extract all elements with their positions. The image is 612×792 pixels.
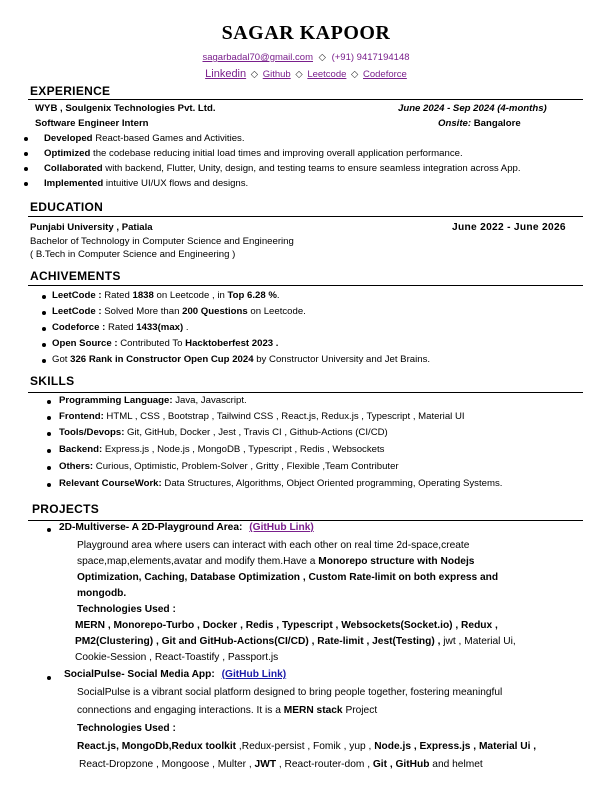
skill-item [59, 395, 247, 406]
degree-short: ( B.Tech in Computer Science and Engineering ) [30, 249, 236, 260]
bullet-icon [42, 343, 46, 347]
skill-label: Others: [59, 461, 94, 472]
bullet-verb: Developed [44, 133, 93, 144]
separator-icon: ◇ [295, 69, 303, 80]
tech-list-bold: Git , GitHub [372, 759, 430, 770]
project-desc: SocialPulse is a vibrant social platform designed to bring people together, fostering meaningful [77, 687, 503, 698]
achievement-item [52, 306, 306, 317]
bullet-text: the codebase reducing initial load times and improving overall application performance. [90, 148, 463, 159]
achievement-highlight: 326 Rank in Constructor Open Cup 2024 [70, 354, 254, 365]
bullet-icon [47, 432, 51, 436]
bullet-icon [47, 483, 51, 487]
project-title: SocialPulse- Social Media App: [64, 669, 215, 680]
project-desc: Playground area where users can interact with each other on real time 2d-space,create [77, 540, 470, 551]
project-desc: Optimization, Caching, Database Optimization , Custom Rate-limit on both express and [77, 572, 499, 583]
project-desc-highlight: MERN stack [283, 705, 343, 716]
bullet-text: React-based Games and Activities. [92, 133, 245, 144]
bullet-icon [42, 311, 46, 315]
school-name: Punjabi University , Patiala [30, 222, 153, 233]
separator-icon: ◇ [250, 69, 259, 80]
job-location [438, 118, 521, 129]
achievement-item [52, 290, 280, 301]
project-desc: mongodb. [77, 588, 127, 599]
achievement-label: Open Source : [52, 338, 118, 349]
bullet-icon [47, 449, 51, 453]
achievements-heading: ACHIVEMENTS [30, 269, 121, 283]
linkedin-link[interactable]: Linkedin [205, 68, 247, 80]
bullet-icon [24, 152, 28, 156]
achievement-text: . [276, 290, 280, 301]
skill-item [59, 461, 399, 472]
project-desc [77, 556, 474, 567]
experience-heading: EXPERIENCE [30, 84, 111, 98]
project-desc-text: Project [342, 705, 378, 716]
achievement-text: . [183, 322, 189, 333]
bullet-icon [47, 528, 51, 532]
section-divider [28, 99, 583, 100]
projects-heading: PROJECTS [32, 502, 100, 516]
skill-item [59, 411, 465, 422]
achievement-text: Rated [101, 290, 133, 301]
bullet-verb: Collaborated [44, 163, 103, 174]
onsite-value: Bangalore [473, 118, 521, 129]
achievement-text: on Leetcode , in [153, 290, 228, 301]
project-title-line [59, 522, 314, 533]
skill-value: Data Structures, Algorithms, Object Oriented programming, Operating Systems. [161, 478, 503, 489]
tech-list: MERN , Monorepo-Turbo , Docker , Redis , Typescript , Websockets(Socket.io) , Redux , [75, 620, 498, 631]
skill-label: Programming Language: [59, 395, 173, 406]
bullet-icon [47, 416, 51, 420]
bullet-icon [42, 327, 46, 331]
achievement-label: LeetCode : [52, 290, 102, 301]
section-divider [28, 520, 583, 521]
tech-label: Technologies Used : [77, 723, 176, 734]
education-dates: June 2022 - June 2026 [452, 222, 566, 233]
tech-list [79, 759, 483, 770]
bullet-icon [42, 359, 46, 363]
onsite-label: Onsite: [438, 118, 472, 129]
project-desc [77, 705, 377, 716]
tech-list-bold: Node.js , Express.js , Material Ui , [374, 741, 537, 752]
achievement-item [52, 354, 430, 365]
section-divider [28, 216, 583, 217]
bullet-verb: Optimized [44, 148, 91, 159]
bullet-text: intuitive UI/UX flows and designs. [103, 178, 249, 189]
email-link[interactable]: sagarbadal70@gmail.com [202, 52, 313, 63]
degree-name: Bachelor of Technology in Computer Science and Engineering [30, 236, 294, 247]
tech-list-text: jwt , Material Ui, [440, 636, 516, 647]
bullet-icon [24, 182, 28, 186]
achievement-highlight: Top 6.28 % [227, 290, 277, 301]
skill-value: Git, GitHub, Docker , Jest , Travis CI , Github-Actions (CI/CD) [124, 427, 388, 438]
skill-value: Java, Javascript. [172, 395, 247, 406]
tech-list-text: ,Redux-persist , Fomik , yup , [236, 741, 375, 752]
achievement-item [52, 338, 278, 349]
skill-label: Relevant CourseWork: [59, 478, 162, 489]
education-heading: EDUCATION [30, 200, 104, 214]
profile-links [0, 68, 612, 80]
skill-item [59, 427, 388, 438]
achievement-label: Codeforce : [52, 322, 106, 333]
bullet-icon [42, 295, 46, 299]
skill-item [59, 444, 384, 455]
achievement-highlight: Hacktoberfest 2023 . [185, 338, 279, 349]
skill-item [59, 478, 502, 489]
phone-number: (+91) 9417194148 [331, 52, 410, 63]
tech-list [77, 741, 536, 752]
achievement-text: Solved More than [101, 306, 183, 317]
achievement-label: LeetCode : [52, 306, 102, 317]
project-desc-highlight: Monorepo structure with Nodejs [318, 556, 475, 567]
bullet-icon [24, 137, 28, 141]
company-name: WYB , Soulgenix Technologies Pvt. Ltd. [35, 103, 216, 114]
experience-dates: June 2024 - Sep 2024 (4-months) [398, 103, 547, 114]
tech-list [75, 636, 516, 647]
job-role: Software Engineer Intern [35, 118, 149, 129]
achievement-text: Contributed To [117, 338, 186, 349]
tech-list-text: , React-router-dom , [276, 759, 373, 770]
skill-label: Frontend: [59, 411, 104, 422]
page-title: SAGAR KAPOOR [221, 22, 391, 44]
github-link[interactable]: (GitHub Link) [221, 669, 287, 680]
project-desc-text: space,map,elements,avatar and modify them.Have a [77, 556, 319, 567]
tech-label: Technologies Used : [77, 604, 176, 615]
contact-line [0, 52, 612, 63]
achievement-text: Rated [105, 322, 137, 333]
tech-list-text: React-Dropzone , Mongoose , Multer , [79, 759, 255, 770]
separator-icon: ◇ [351, 69, 359, 80]
bullet-icon [24, 167, 28, 171]
separator-icon: ◇ [318, 52, 326, 63]
skill-value: Curious, Optimistic, Problem-Solver , Gritty , Flexible ,Team Contributer [93, 461, 399, 472]
bullet-icon [47, 466, 51, 470]
skill-value: Express.js , Node.js , MongoDB , Typescript , Redis , Websockets [102, 444, 385, 455]
leetcode-link[interactable]: Leetcode [307, 69, 347, 80]
project-desc-text: connections and engaging interactions. It is a [77, 705, 284, 716]
achievement-highlight: 200 Questions [182, 306, 248, 317]
codeforce-link[interactable]: Codeforce [363, 69, 407, 80]
skill-value: HTML , CSS , Bootstrap , Tailwind CSS , React.js, Redux.js , Typescript , Material UI [103, 411, 465, 422]
achievement-text: on Leetcode. [247, 306, 306, 317]
achievement-text: Got [52, 354, 71, 365]
experience-bullet [44, 163, 521, 174]
section-divider [28, 392, 583, 393]
tech-list-bold: PM2(Clustering) , Git and GitHub-Actions(CI/CD) , Rate-limit , Jest(Testing) , [75, 636, 441, 647]
experience-bullet [44, 148, 463, 159]
project-title: 2D-Multiverse- A 2D-Playground Area: [59, 522, 243, 533]
tech-list-bold: React.js, MongoDb,Redux toolkit [77, 741, 237, 752]
achievement-highlight: 1838 [132, 290, 154, 301]
achievement-text: by Constructor University and Jet Brains. [253, 354, 431, 365]
tech-list: Cookie-Session , React-Toastify , Passport.js [75, 652, 279, 663]
tech-list-bold: JWT [254, 759, 277, 770]
github-link[interactable]: Github [262, 69, 291, 80]
bullet-icon [47, 400, 51, 404]
project-title-line [64, 669, 286, 680]
achievement-item [52, 322, 189, 333]
experience-bullet [44, 178, 248, 189]
skill-label: Backend: [59, 444, 103, 455]
bullet-verb: Implemented [44, 178, 104, 189]
skills-heading: SKILLS [30, 374, 75, 388]
bullet-text: with backend, Flutter, Unity, design, and testing teams to ensure seamless integration across App. [102, 163, 521, 174]
tech-list-text: and helmet [429, 759, 483, 770]
section-divider [28, 285, 583, 286]
achievement-highlight: 1433(max) [136, 322, 184, 333]
experience-bullet [44, 133, 245, 144]
skill-label: Tools/Devops: [59, 427, 125, 438]
bullet-icon [47, 676, 51, 680]
github-link[interactable]: (GitHub Link) [249, 522, 314, 533]
